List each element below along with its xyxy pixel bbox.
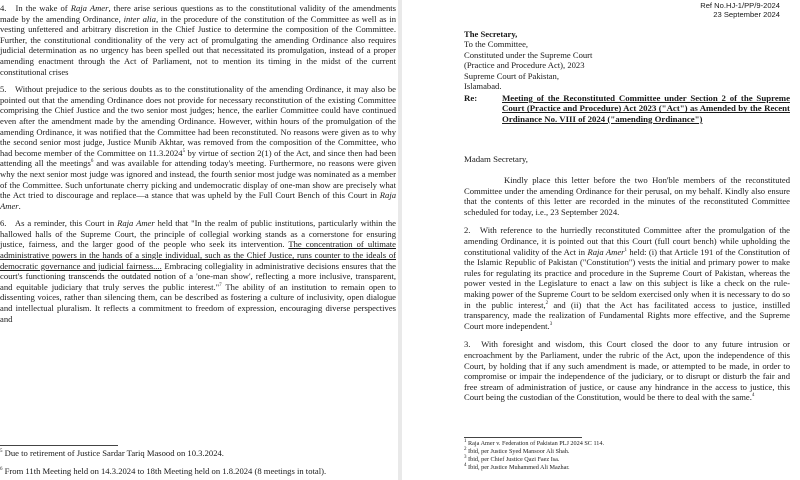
footnote: $^1$ Raja Amer v. Federation of Pakistan PLJ 2024 SC 114. <box>464 438 605 447</box>
footnote-divider <box>464 437 582 438</box>
paragraph-6: 6. As a reminder, this Court in Raja Amer held that "In the realm of public institutions, particularly within the hallowed halls of the Supreme Court, the principle of collegial working stands as a cornerstone for ensuring justice, fairness, and the larger good of the people who seek its intervention. The concentration of ultimate administrative powers in the hands of a single individual, such as the Chief Justice, runs counter to the ideals of democratic governance and judicial fairness.... Embracing collegiality in administrative decisions ensures that the court's functioning transcends the outdated notion of a 'one-man show', reflecting a more inclusive, transparent, and equitable judiciary that truly serves the public interest."$^7$ The ability of an institution to remain open to dissenting voices, rather than silencing them, can be described as fostering a culture of inclusivity, open dialogue and intellectual pluralism. It reflects a commitment to freedom of expression, encouraging diverse perspectives and <box>0 218 396 324</box>
left-footnotes <box>0 445 396 480</box>
reference-block <box>700 1 780 19</box>
footnote-ref[interactable]: 1 <box>624 247 628 253</box>
footnote: $^5$ Due to retirement of Justice Sardar Tariq Masood on 10.3.2024. <box>0 448 224 458</box>
address-line: To the Committee, <box>464 39 529 50</box>
right-page-body <box>464 175 790 411</box>
paragraph-number: 3. <box>464 339 471 350</box>
paragraph-number: 6. <box>0 218 7 229</box>
paragraph-number: 2. <box>464 225 471 236</box>
left-document-page <box>0 0 398 480</box>
address-line: (Practice and Procedure Act), 2023 <box>464 60 585 71</box>
address-line: Supreme Court of Pakistan, <box>464 70 559 81</box>
addressee-title: The Secretary, <box>464 29 518 39</box>
paragraph-1: Kindly place this letter before the two Hon'ble members of the reconstituted Committee under the amending Ordinance for their perusal, on my behalf. Kindly also ensure that the contents of this letter are recorded in the minutes of the reconstituted Committee scheduled for today, i.e., 23 September 2024. <box>464 175 790 217</box>
underlined-quote: The concentration of ultimate administrative powers in the hands of a single individual, such as the Chief Justice, runs counter to the ideals of democratic governance and judicial fairness.... <box>0 239 396 271</box>
address-line: Islamabad. <box>464 81 502 92</box>
paragraph-4: 4. In the wake of Raja Amer, there arise serious questions as to the constitutional validity of the amendments made by the amending Ordinance, inter alia, in the procedure of the constitution of the Committee as well as in vesting unfettered and arbitrary discretion in the Chief Justice to determine the composition of the Committee. Further, the constitutional conditionality of the very act of promulgating the amending Ordinance also requires judicial determination as no urgency has been spelled out that necessitated its promulgation, instead of a proper amending enactment through the Act of Parliament, not to mention its timing in the midst of the current constitutional crises <box>0 3 396 77</box>
letter-date: 23 September 2024 <box>713 10 780 19</box>
paragraph-5: 5. Without prejudice to the serious doubts as to the constitutionality of the amending Ordinance, it may also be pointed out that the amending Ordinance does not provide for necessary reconstitution of the existing Committee comprising the Chief Justice and the two senior most judges; hence, the earlier Committee could have continued even after the amendment made by the amending Ordinance. However, within hours of the promulgation of the amending Ordinance, it was notified that the Committee had been reconstituted. No reasons were given as to why the second senior most judge, Justice Munib Akhtar, was removed from the composition of the Committee, who had become member of the Committee on 11.3.2024$^5$ by virtue of section 2(1) of the Act, and since then had been attending all the meetings$^6$ and was available for attending today's meeting. Furthermore, no reasons were given why the next senior most judge was ignored and instead, the fourth senior most judge was nominated as a member of the Committee. Such unfortunate cherry picking and undemocratic display of one-man show are precisely what the Act tried to discourage and replace—a stance that was upheld by the Full Court Bench of this Court in Raja Amer. <box>0 84 397 211</box>
footnote: $^3$ Ibid, per Chief Justice Qazi Faez Isa. <box>464 454 560 463</box>
footnote: $^2$ Ibid, per Justice Syed Mansoor Ali Shah. <box>464 446 570 455</box>
case-name: Raja Amer <box>117 218 155 229</box>
reference-number: Ref No.HJ-1/PP/9-2024 <box>700 1 780 10</box>
footnote-ref[interactable]: 7 <box>219 282 222 288</box>
footnote-ref[interactable]: 6 <box>90 159 94 165</box>
footnote-ref[interactable]: 3 <box>549 321 553 327</box>
address-line: Constituted under the Supreme Court <box>464 49 593 60</box>
subject-block <box>464 93 790 124</box>
paragraph-number: 5. <box>0 84 7 95</box>
footnote-ref[interactable]: 4 <box>751 393 755 399</box>
footnote: $^6$ From 11th Meeting held on 14.3.2024 to 18th Meeting held on 1.8.2024 (8 meetings in total). <box>0 465 327 476</box>
paragraph-3: 3. With foresight and wisdom, this Court closed the door to any future intrusion or encroachment by the Parliament, under the rubric of the Act, upon the independence of this Court, by holding that if any such amendment is made, or attempted to be made, in order to compromise or impair the independence of the judiciary, or to disrupt or disturb the fair and free stream of administration of justice, or cause any hindrance in the access to justice, this Court being the custodian of the Constitution, would be there to deal with the same.$^4$ <box>464 339 790 403</box>
right-footnotes <box>464 437 790 472</box>
case-name: Raja Amer <box>70 3 109 13</box>
subject-text: Meeting of the Reconstituted Committee under Section 2 of the Supreme Court (Practice and Procedure) Act 2023 ("Act") as Amended by the Recent Ordinance No. VIII of 2024 ("amending Ordinance") <box>502 93 790 124</box>
footnote: $^4$ Ibid, per Justice Muhammed Ali Mazhar. <box>464 462 570 471</box>
paragraph-2: 2. With reference to the hurriedly reconstituted Committee after the promulgation of the amending Ordinance, it is pointed out that this Court (full court bench) while upholding the constitutional validity of the Act in Raja Amer$^1$ held: (i) that Article 191 of the Constitution of the Islamic Republic of Pakistan ("Constitution") vests the initial and primary power to make rules for regulating its practice and procedure in the Supreme Court of Pakistan, whereas the power vested in the Legislature to enact a law on this subject is like a check on the rule-making power of the Supreme Court to be seldom exercised only when it is necessary to do so in the public interest,$^2$ and (ii) that the Act has facilitated access to justice, instilled transparency, made the realization of Fundamental Rights more effective, and the Supreme Court more independent.$^3$ <box>464 225 790 331</box>
case-name: Raja Amer <box>0 190 397 211</box>
case-name: Raja Amer <box>587 246 625 257</box>
footnote-divider <box>0 445 118 446</box>
right-document-page <box>402 0 800 480</box>
salutation: Madam Secretary, <box>464 154 528 164</box>
footnote-ref[interactable]: 2 <box>545 300 549 306</box>
latin-term: inter alia <box>123 13 156 24</box>
paragraph-number: 4. <box>0 3 7 13</box>
subject-label: Re: <box>464 93 478 103</box>
addressee-block <box>464 29 592 91</box>
footnote-ref[interactable]: 5 <box>182 148 186 154</box>
left-page-body <box>0 3 396 331</box>
